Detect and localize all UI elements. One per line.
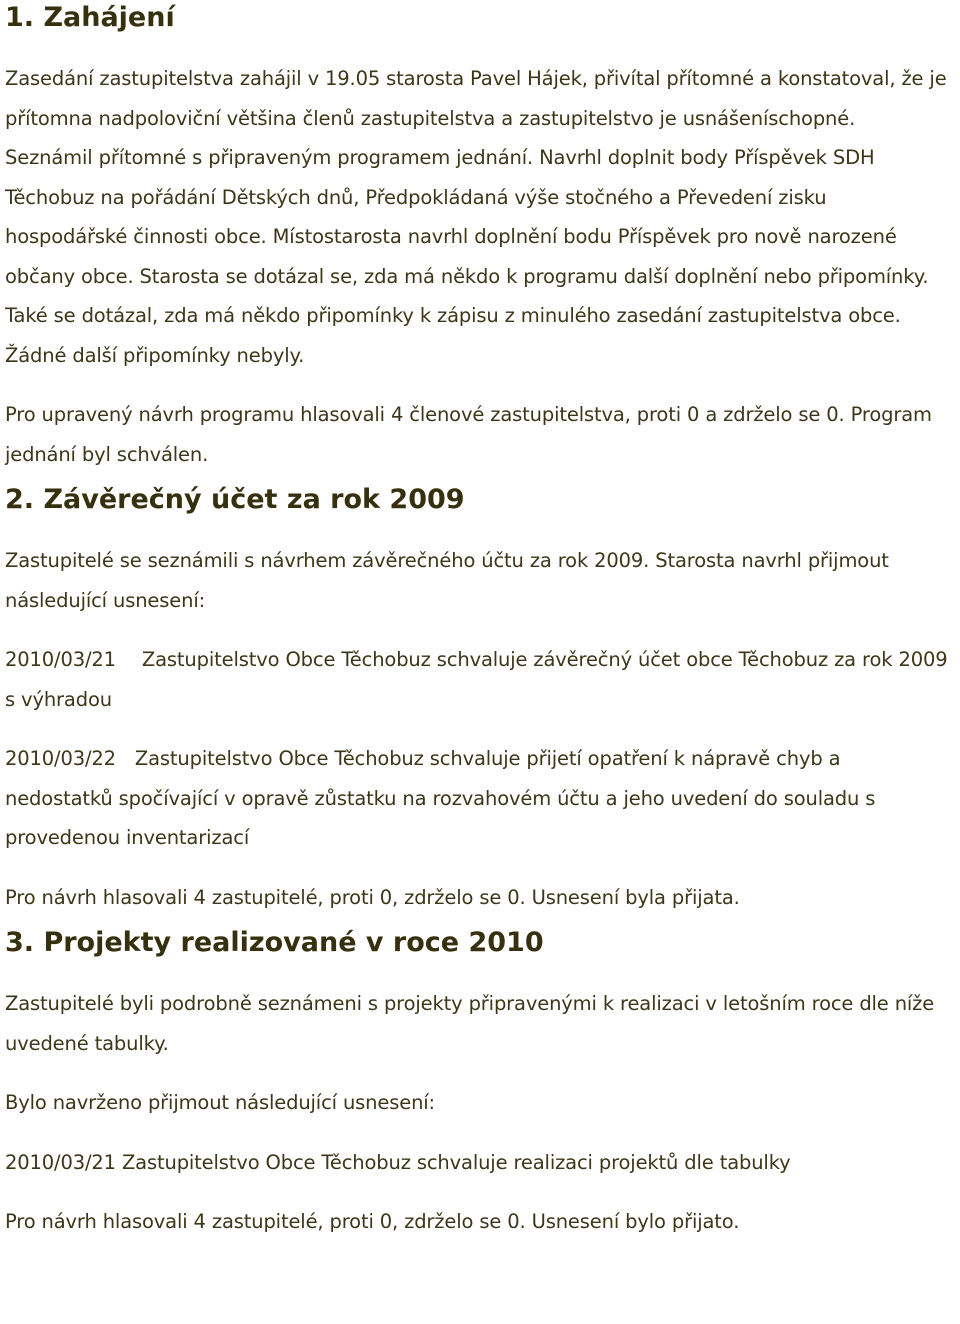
section-heading: 1. Zahájení [5,2,175,33]
resolution-text: Zastupitelstvo Obce Těchobuz schvaluje závěrečný účet obce Těchobuz za rok 2009 s výhradou [5,648,948,711]
vote-result: Pro návrh hlasovali 4 zastupitelé, proti 0, zdrželo se 0. Usnesení byla přijata. [5,885,740,909]
section-heading: 3. Projekty realizované v roce 2010 [5,927,544,958]
section-heading: 2. Závěrečný účet za rok 2009 [5,484,465,515]
paragraph: Zasedání zastupitelstva zahájil v 19.05 starosta Pavel Hájek, přivítal přítomné a konstatoval, že je přítomna nadpoloviční většina členů zastupitelstva a zastupitelstvo je usnášeníschopné. Seznámil přítomné s připraveným programem jednání. Navrhl doplnit body Příspěvek SDH Těchobuz na pořádání Dětských dnů, Předpokládaná výše stočného a Převedení zisku hospodářské činnosti obce. Místostarosta navrhl doplnění bodu Příspěvek pro nově narozené občany obce. Starosta se dotázal se, zda má někdo k programu další doplnění nebo připomínky. Také se dotázal, zda má někdo připomínky k zápisu z minulého zasedání zastupitelstva obce. Žádné další připomínky nebyly. [5,67,947,367]
section-projects [5,925,948,1242]
resolution-text: Zastupitelstvo Obce Těchobuz schvaluje přijetí opatření k nápravě chyb a nedostatků spočívající v opravě zůstatku na rozvahovém účtu a jeho uvedení do souladu s provedenou inventarizací [5,747,876,849]
resolution [5,640,948,719]
vote-result: Pro návrh hlasovali 4 zastupitelé, proti 0, zdrželo se 0. Usnesení bylo přijato. [5,1210,740,1233]
paragraph: Zastupitelé byli podrobně seznámeni s projekty připravenými k realizaci v letošním roce dle níže uvedené tabulky. [5,992,935,1055]
resolution-number: 2010/03/21 [5,1150,116,1174]
paragraph: Pro upravený návrh programu hlasovali 4 členové zastupitelstva, proti 0 a zdrželo se 0. Program jednání byl schválen. [5,403,932,466]
resolution-number: 2010/03/21 [5,648,116,671]
resolution-text: Zastupitelstvo Obce Těchobuz schvaluje realizaci projektů dle tabulky [121,1150,791,1174]
paragraph: Zastupitelé se seznámili s návrhem závěrečného účtu za rok 2009. Starosta navrhl přijmout následující usnesení: [5,549,889,612]
resolution [5,1143,948,1183]
resolution [5,739,948,858]
section-final-account [5,482,948,917]
resolution-number: 2010/03/22 [5,747,116,770]
paragraph: Bylo navrženo přijmout následující usnesení: [5,1091,435,1114]
section-opening [5,0,948,474]
